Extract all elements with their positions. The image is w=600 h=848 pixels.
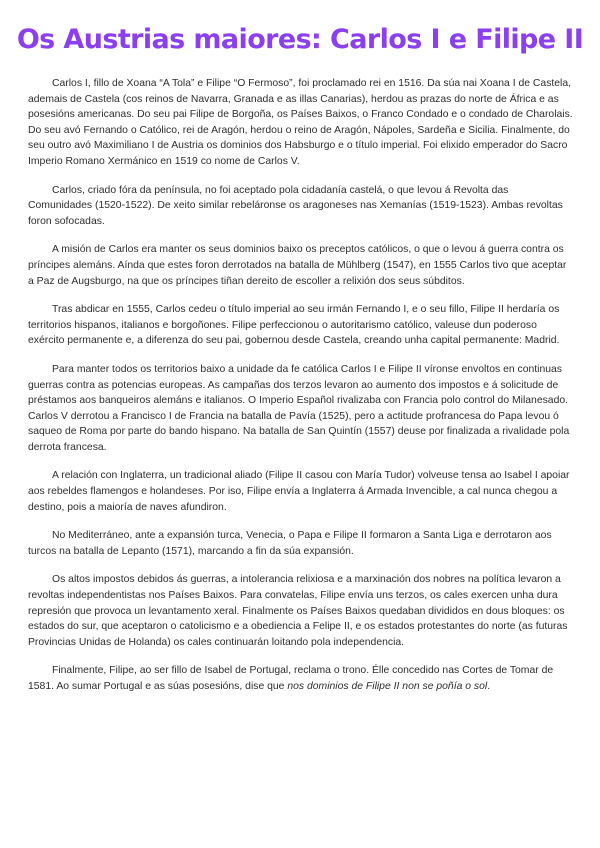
paragraph-3: A misión de Carlos era manter os seus dominios baixo os preceptos católicos, o que o levou á guerra contra os príncipes alemáns. Aínda que estes foron derrotados na batalla de Mühlberg (1547), en 1555 Carlos tivo que aceptar a Paz de Augsburgo, na que os príncipes tiñan dereito de escoller a relixión dos seus súbditos.	[28, 244, 567, 287]
paragraph-9-italic-quote: nos dominios de Filipe II non se poñía o sol	[287, 681, 488, 692]
paragraph-1: Carlos I, fillo de Xoana “A Tola” e Filipe “O Fermoso”, foi proclamado rei en 1516. Da súa nai Xoana I de Castela, ademais de Castela (cos reinos de Navarra, Granada e as illas Canarias), herdou as prazas do norte de África e as posesións americanas. Do seu pai Filipe de Borgoña, os Países Baixos, o Franco Condado e o condado de Charolais. Do seu avó Fernando o Católico, rei de Aragón, herdou o reino de Aragón, Nápoles, Sardeña e Sicilia. Finalmente, do seu outro avó Maximiliano I de Austria os dominios dos Habsburgo e o título imperial. Foi elixido emperador do Sacro Imperio Romano Xermánico en 1519 co nome de Carlos V.	[28, 78, 573, 167]
paragraph-5: Para manter todos os territorios baixo a unidade da fe católica Carlos I e Filipe II víronse envoltos en continuas guerras contra as potencias europeas. As campañas dos terzos levaron ao aumento dos impostos e á solicitude de préstamos aos banqueiros alemáns e italianos. O Imperio Español rivalizaba con Francia polo control do Milanesado. Carlos V derrotou a Francisco I de Francia na batalla de Pavía (1525), pero a actitude profrancesa do Papa levou ó saqueo de Roma por parte do bando hispano. Na batalla de San Quintín (1557) deuse por finalizada a rivalidade pola derrota francesa.	[28, 363, 570, 453]
paragraph-4: Tras abdicar en 1555, Carlos cedeu o título imperial ao seu irmán Fernando I, e o seu fillo, Filipe II herdaría os territorios hispanos, italianos e borgoñones. Filipe perfeccionou o autoritarismo católico, valeuse dun poderoso exército permanente e, a diferenza do seu pai, gobernou desde Castela, creando unha capital permanente: Madrid.	[28, 304, 560, 347]
paragraph-9-end: .	[487, 681, 491, 692]
paragraph-9-text: Finalmente, Filipe, ao ser fillo de Isabel de Portugal, reclama o trono. Élle concedido nas Cortes de Tomar de 1581. Ao sumar Portugal e as súas posesións, dise que	[28, 665, 554, 692]
document-body	[28, 76, 574, 708]
page-title: Os Austrias maiores: Carlos I e Filipe II	[16, 24, 584, 55]
paragraph-8: Os altos impostos debidos ás guerras, a intolerancia relixiosa e a marxinación dos nobres na política levaron a revoltas independentistas nos Países Baixos. Para convatelas, Filipe envía uns terzos, os cales exercen unha dura represión que provoca un levantamento xeral. Finalmente os Países Baixos quedaban divididos en dous bloques: os estados do sur, que aceptaron o catolicismo e a obediencia a Felipe II, e os estados protestantes do norte (as futuras Provincias Unidas de Holanda) os cales continuarán loitando pola independencia.	[28, 574, 568, 648]
paragraph-6: A relación con Inglaterra, un tradicional aliado (Filipe II casou con María Tudor) volveuse tensa ao Isabel I apoiar aos rebeldes flamengos e holandeses. Por iso, Filipe envía a Inglaterra á Armada Invencible, a cal nunca chegou a destino, pois a maioría de naves afundiron.	[28, 470, 570, 513]
paragraph-2: Carlos, criado fóra da península, no foi aceptado pola cidadanía castelá, o que levou á Revolta das Comunidades (1520-1522). De xeito similar rebeláronse os aragoneses nas Xemanías (1519-1523). Ambas revoltas foron sofocadas.	[28, 184, 563, 227]
paragraph-9	[28, 663, 574, 694]
paragraph-7: No Mediterráneo, ante a expansión turca, Venecia, o Papa e Filipe II formaron a Santa Liga e derrotaron aos turcos na batalla de Lepanto (1571), marcando a fin da súa expansión.	[28, 530, 552, 557]
